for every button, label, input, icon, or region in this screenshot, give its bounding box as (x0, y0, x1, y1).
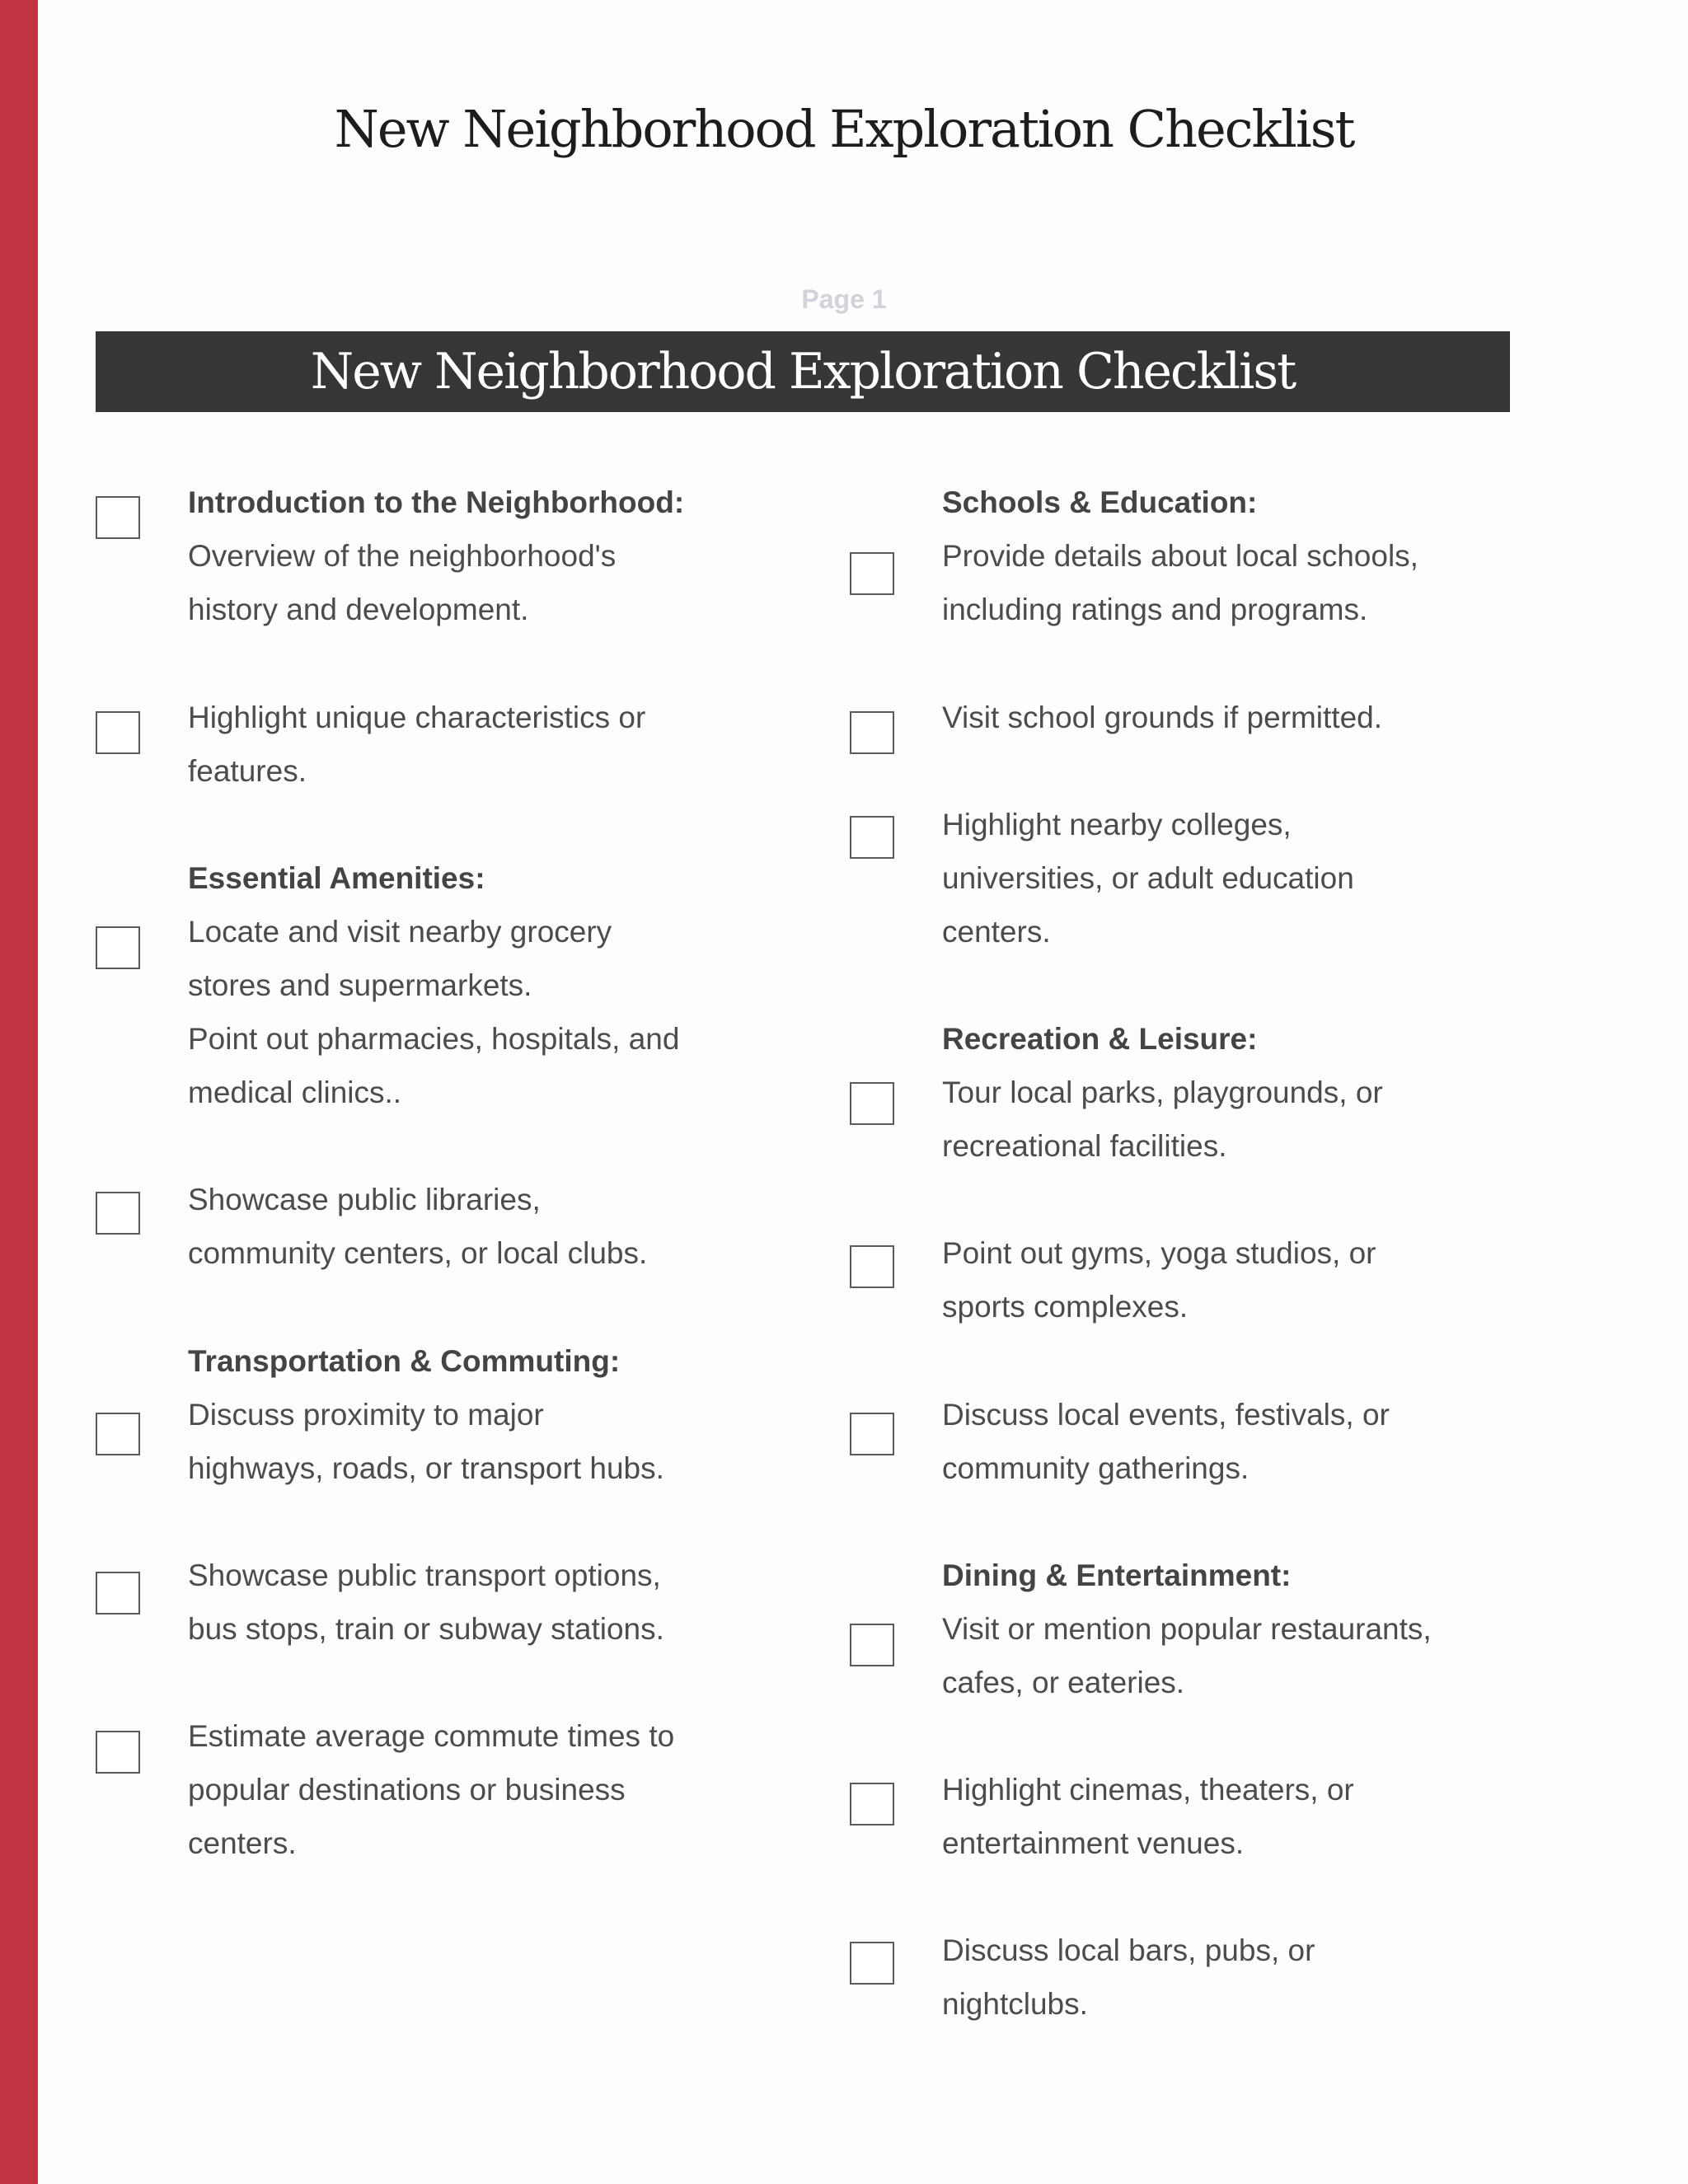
item-text-highways: Discuss proximity to major (188, 1398, 544, 1432)
section-heading-recreation: Recreation & Leisure: (942, 1022, 1258, 1056)
item-text-bars: nightclubs. (942, 1987, 1088, 2021)
item-text-restaurants: Visit or mention popular restaurants, (942, 1612, 1432, 1646)
item-text-public-transport: Showcase public transport options, (188, 1558, 661, 1592)
item-text-libraries: Showcase public libraries, (188, 1183, 541, 1216)
item-text-restaurants: cafes, or eateries. (942, 1666, 1185, 1699)
item-text-gyms: Point out gyms, yoga studios, or (942, 1236, 1376, 1270)
section-heading-amenities: Essential Amenities: (188, 861, 485, 895)
item-text-parks: Tour local parks, playgrounds, or (942, 1076, 1383, 1109)
item-text-gyms: sports complexes. (942, 1290, 1189, 1324)
item-text-intro-overview: history and development. (188, 593, 529, 626)
checkbox-highlight-features[interactable] (96, 711, 140, 754)
item-text-intro-overview: Overview of the neighborhood's (188, 539, 617, 573)
item-text-highlight-features: features. (188, 754, 307, 788)
item-text-commute: centers. (188, 1826, 297, 1860)
page-title: New Neighborhood Exploration Checklist (334, 99, 1354, 159)
item-text-colleges: universities, or adult education (942, 861, 1354, 895)
item-text-local-schools: including ratings and programs. (942, 593, 1368, 626)
item-text-commute: popular destinations or business (188, 1773, 626, 1807)
item-text-highlight-features: Highlight unique characteristics or (188, 701, 646, 734)
checkbox-events[interactable] (850, 1413, 894, 1455)
item-text-pharmacy: Point out pharmacies, hospitals, and (188, 1022, 680, 1056)
side-accent-bar (0, 0, 38, 2184)
item-text-libraries: community centers, or local clubs. (188, 1236, 648, 1270)
checkbox-libraries[interactable] (96, 1192, 140, 1235)
item-text-parks: recreational facilities. (942, 1129, 1227, 1163)
item-text-cinemas: entertainment venues. (942, 1826, 1245, 1860)
item-text-cinemas: Highlight cinemas, theaters, or (942, 1773, 1354, 1807)
section-heading-dining: Dining & Entertainment: (942, 1558, 1292, 1592)
item-text-grocery: Locate and visit nearby grocery (188, 915, 612, 949)
banner-title: New Neighborhood Exploration Checklist (310, 343, 1296, 401)
item-text-local-schools: Provide details about local schools, (942, 539, 1418, 573)
item-text-events: Discuss local events, festivals, or (942, 1398, 1390, 1432)
section-heading-schools: Schools & Education: (942, 485, 1258, 519)
item-text-bars: Discuss local bars, pubs, or (942, 1933, 1315, 1967)
checkbox-gyms[interactable] (850, 1245, 894, 1288)
checkbox-grocery[interactable] (96, 926, 140, 969)
checkbox-cinemas[interactable] (850, 1783, 894, 1825)
checkbox-intro-overview[interactable] (96, 496, 140, 539)
checkbox-bars[interactable] (850, 1942, 894, 1985)
item-text-school-grounds: Visit school grounds if permitted. (942, 701, 1383, 734)
checkbox-public-transport[interactable] (96, 1572, 140, 1615)
item-text-highways: highways, roads, or transport hubs. (188, 1451, 664, 1485)
section-heading-transportation: Transportation & Commuting: (188, 1344, 621, 1378)
item-text-commute: Estimate average commute times to (188, 1719, 675, 1753)
checkbox-local-schools[interactable] (850, 552, 894, 595)
checkbox-school-grounds[interactable] (850, 711, 894, 754)
item-text-colleges: centers. (942, 915, 1051, 949)
item-text-colleges: Highlight nearby colleges, (942, 808, 1292, 841)
title-banner (96, 331, 1510, 412)
item-text-events: community gatherings. (942, 1451, 1250, 1485)
item-text-pharmacy: medical clinics.. (188, 1076, 402, 1109)
checkbox-highways[interactable] (96, 1413, 140, 1455)
section-heading-introduction: Introduction to the Neighborhood: (188, 485, 685, 519)
checkbox-parks[interactable] (850, 1082, 894, 1125)
checkbox-commute[interactable] (96, 1731, 140, 1774)
checkbox-colleges[interactable] (850, 816, 894, 859)
item-text-grocery: stores and supermarkets. (188, 968, 532, 1002)
checkbox-restaurants[interactable] (850, 1624, 894, 1666)
item-text-public-transport: bus stops, train or subway stations. (188, 1612, 664, 1646)
page-label: Page 1 (801, 284, 887, 314)
